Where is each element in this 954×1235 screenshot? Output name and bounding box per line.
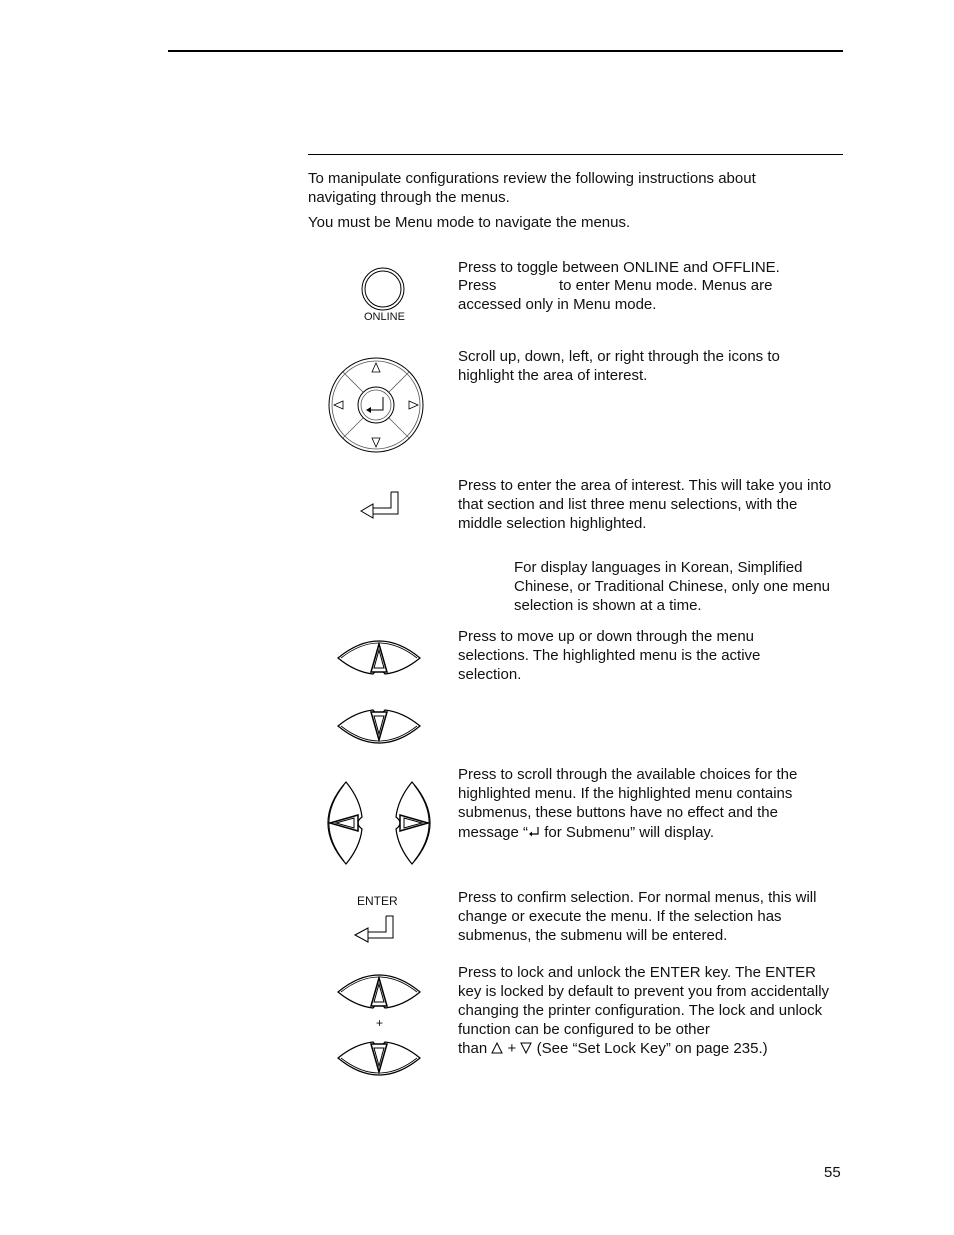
page-number: 55	[824, 1164, 841, 1181]
enter-label: ENTER	[357, 894, 398, 908]
submenu-message-start: message “	[458, 824, 529, 841]
enter-key-icon	[352, 914, 398, 946]
display-language-note: For display languages in Korean, Simplified Chinese, or Traditional Chinese, only one menu selection is shown at a time.	[514, 559, 831, 614]
lock-last-end: (See “Set Lock Key” on page 235.)	[532, 1040, 768, 1057]
return-arrow-icon	[528, 826, 540, 838]
online-label: ONLINE	[364, 311, 405, 323]
section-rule	[308, 154, 843, 155]
scroll-description: Scroll up, down, left, or right through the icons to highlight the area of interest.	[458, 348, 780, 384]
top-rule	[168, 50, 843, 52]
online-line-3: accessed only in Menu mode.	[458, 296, 657, 313]
updown-description: Press to move up or down through the menu selections. The highlighted menu is the active selection.	[458, 628, 761, 683]
intro-paragraph-1: To manipulate configurations review the following instructions about navigating through the menus.	[308, 170, 756, 206]
lock-last-line	[458, 1039, 838, 1058]
enter-area-description: Press to enter the area of interest. This will take you into that section and list three menu selections, with the middle selection highlighted.	[458, 477, 832, 532]
online-line-2a: Press	[458, 277, 497, 294]
intro-paragraph-2: You must be Menu mode to navigate the menus.	[308, 214, 631, 231]
down-triangle-icon	[520, 1042, 532, 1054]
left-button-icon	[322, 778, 370, 868]
lock-up-button-icon	[334, 970, 424, 1016]
lock-description: Press to lock and unlock the ENTER key. The ENTER key is locked by default to prevent you from accidentally changing the printer configuration. The lock and unlock function can be configured to be other	[458, 964, 830, 1038]
lock-plus-sign: +	[376, 1016, 384, 1030]
submenu-message-line	[458, 823, 838, 842]
lock-down-button-icon	[334, 1034, 424, 1080]
leftright-description: Press to scroll through the available choices for the highlighted menu. If the highlighted menu contains submenus, these buttons have no effect and the	[458, 766, 798, 821]
lock-last-plus: +	[503, 1040, 521, 1057]
return-key-icon	[358, 490, 402, 522]
submenu-message-end: for Submenu” will display.	[540, 824, 714, 841]
online-line-1: Press to toggle between ONLINE and OFFLINE.	[458, 259, 780, 276]
down-button-icon	[334, 702, 424, 748]
lock-last-start: than	[458, 1040, 492, 1057]
enter-description: Press to confirm selection. For normal menus, this will change or execute the menu. If the selection has submenus, the submenu will be entered.	[458, 889, 817, 944]
navigation-pad-icon	[326, 355, 426, 455]
up-button-icon	[334, 636, 424, 682]
right-button-icon	[388, 778, 436, 868]
online-line-2b: to enter Menu mode. Menus are	[559, 277, 773, 294]
up-triangle-icon	[491, 1042, 503, 1054]
online-button-icon	[358, 266, 408, 312]
